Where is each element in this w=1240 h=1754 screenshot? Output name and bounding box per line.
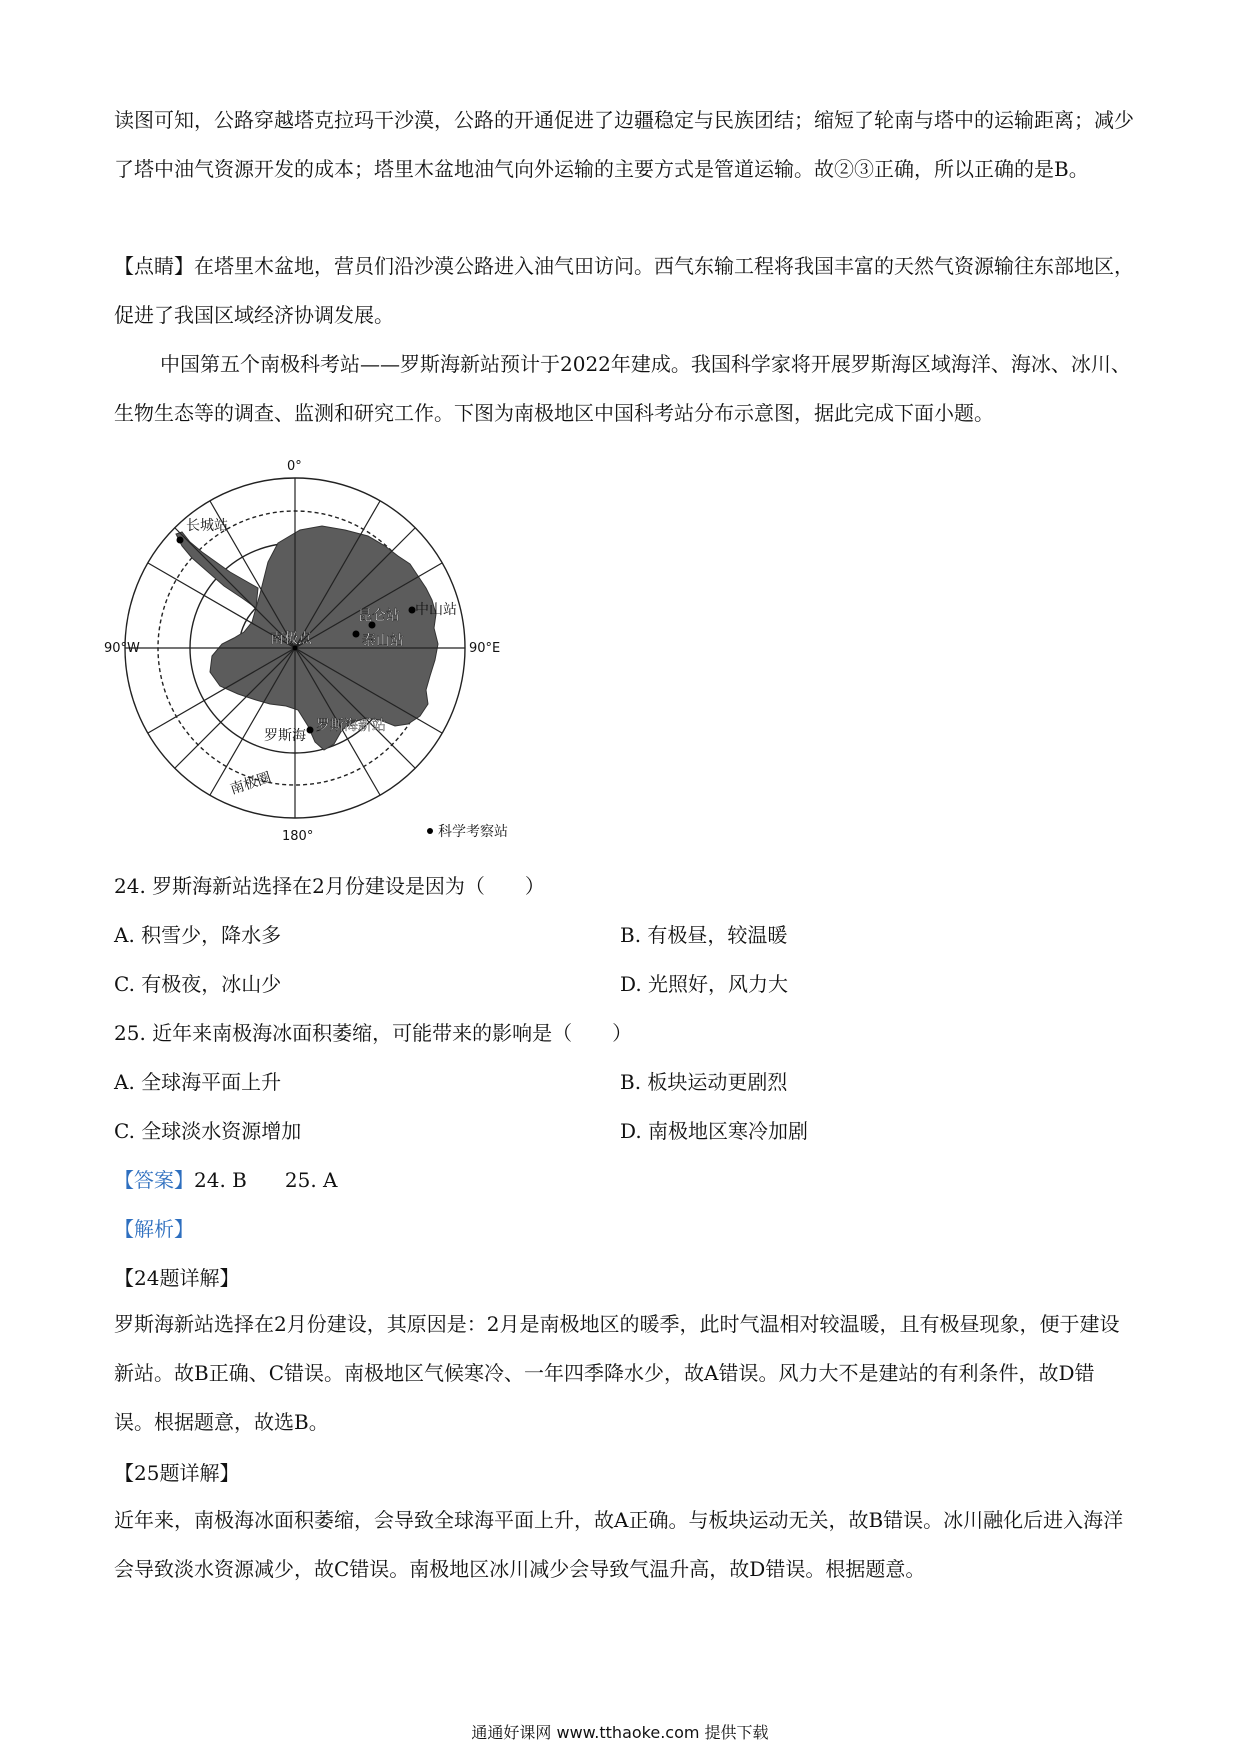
label-changcheng: 长城站 xyxy=(186,518,228,534)
q25-option-a: A. 全球海平面上升 xyxy=(114,1070,282,1094)
label-ross-sea: 罗斯海 xyxy=(264,728,306,744)
label-zhongshan: 中山站 xyxy=(415,602,457,618)
map-legend xyxy=(427,823,508,840)
legend-label: 科学考察站 xyxy=(438,824,508,840)
dianjing-tag: 【点睛】 xyxy=(114,254,194,278)
label-kunlun: 昆仑站 xyxy=(358,608,400,624)
antarctic-station-map xyxy=(104,448,530,846)
label-lon-90w: 90°W xyxy=(104,641,140,656)
answer-24: 24. B xyxy=(194,1168,247,1192)
q24-option-c: C. 有极夜，冰山少 xyxy=(114,972,282,996)
q24-stem: 24. 罗斯海新站选择在2月份建设是因为（ ） xyxy=(114,874,545,898)
answer-tag: 【答案】 xyxy=(114,1168,194,1192)
label-antarctic-circle: 南极圈 xyxy=(228,769,274,798)
station-dot-taishan xyxy=(353,631,360,638)
label-lon-180: 180° xyxy=(282,829,314,844)
q25-stem: 25. 近年来南极海冰面积萎缩，可能带来的影响是（ ） xyxy=(114,1021,633,1045)
detail-24-tag: 【24题详解】 xyxy=(114,1266,240,1290)
detail-24-text: 罗斯海新站选择在2月份建设，其原因是：2月是南极地区的暖季，此时气温相对较温暖，且有极昼现象，便于建设新站。故B正确、C错误。南极地区气候寒冷、一年四季降水少，故A错误。风力大不是建站的有利条件，故D错误。根据题意，故选B。 xyxy=(114,1312,1120,1434)
label-lon-90e: 90°E xyxy=(469,641,501,656)
answer-line xyxy=(114,1165,337,1195)
station-dot-luosihai xyxy=(307,727,314,734)
page-footer: 通通好课网 www.tthaoke.com 提供下载 xyxy=(471,1723,769,1742)
paragraph-intro: 中国第五个南极科考站——罗斯海新站预计于2022年建成。我国科学家将开展罗斯海区域海洋、海冰、冰川、生物生态等的调查、监测和研究工作。下图为南极地区中国科考站分布示意图，据此完成下面小题。 xyxy=(114,352,1131,425)
paragraph-dianjing xyxy=(114,242,1134,340)
dianjing-text: 在塔里木盆地，营员们沿沙漠公路进入油气田访问。西气东输工程将我国丰富的天然气资源输往东部地区，促进了我国区域经济协调发展。 xyxy=(114,254,1134,327)
legend-dot xyxy=(427,828,433,834)
q24-option-b: B. 有极昼，较温暖 xyxy=(620,923,788,947)
label-south-pole: 南极点 xyxy=(270,631,312,647)
q24-option-d: D. 光照好，风力大 xyxy=(620,972,789,996)
q25-option-b: B. 板块运动更剧烈 xyxy=(620,1070,788,1094)
label-luosihai-new: 罗斯海新站 xyxy=(316,718,386,734)
q25-option-d: D. 南极地区寒冷加剧 xyxy=(620,1119,809,1143)
station-dot-changcheng xyxy=(177,537,184,544)
detail-25-text: 近年来，南极海冰面积萎缩，会导致全球海平面上升，故A正确。与板块运动无关，故B错误。冰川融化后进入海洋会导致淡水资源减少，故C错误。南极地区冰川减少会导致气温升高，故D错误。根据题意。 xyxy=(114,1508,1124,1581)
q24-option-a: A. 积雪少，降水多 xyxy=(114,923,282,947)
label-taishan: 泰山站 xyxy=(362,633,404,649)
analysis-tag: 【解析】 xyxy=(114,1217,194,1241)
label-lon-0: 0° xyxy=(287,459,302,474)
answer-25: 25. A xyxy=(284,1168,338,1192)
q25-option-c: C. 全球淡水资源增加 xyxy=(114,1119,302,1143)
detail-25-tag: 【25题详解】 xyxy=(114,1461,240,1485)
paragraph-previous-analysis: 读图可知，公路穿越塔克拉玛干沙漠，公路的开通促进了边疆稳定与民族团结；缩短了轮南与塔中的运输距离；减少了塔中油气资源开发的成本；塔里木盆地油气向外运输的主要方式是管道运输。故②③正确，所以正确的是B。 xyxy=(114,108,1134,181)
